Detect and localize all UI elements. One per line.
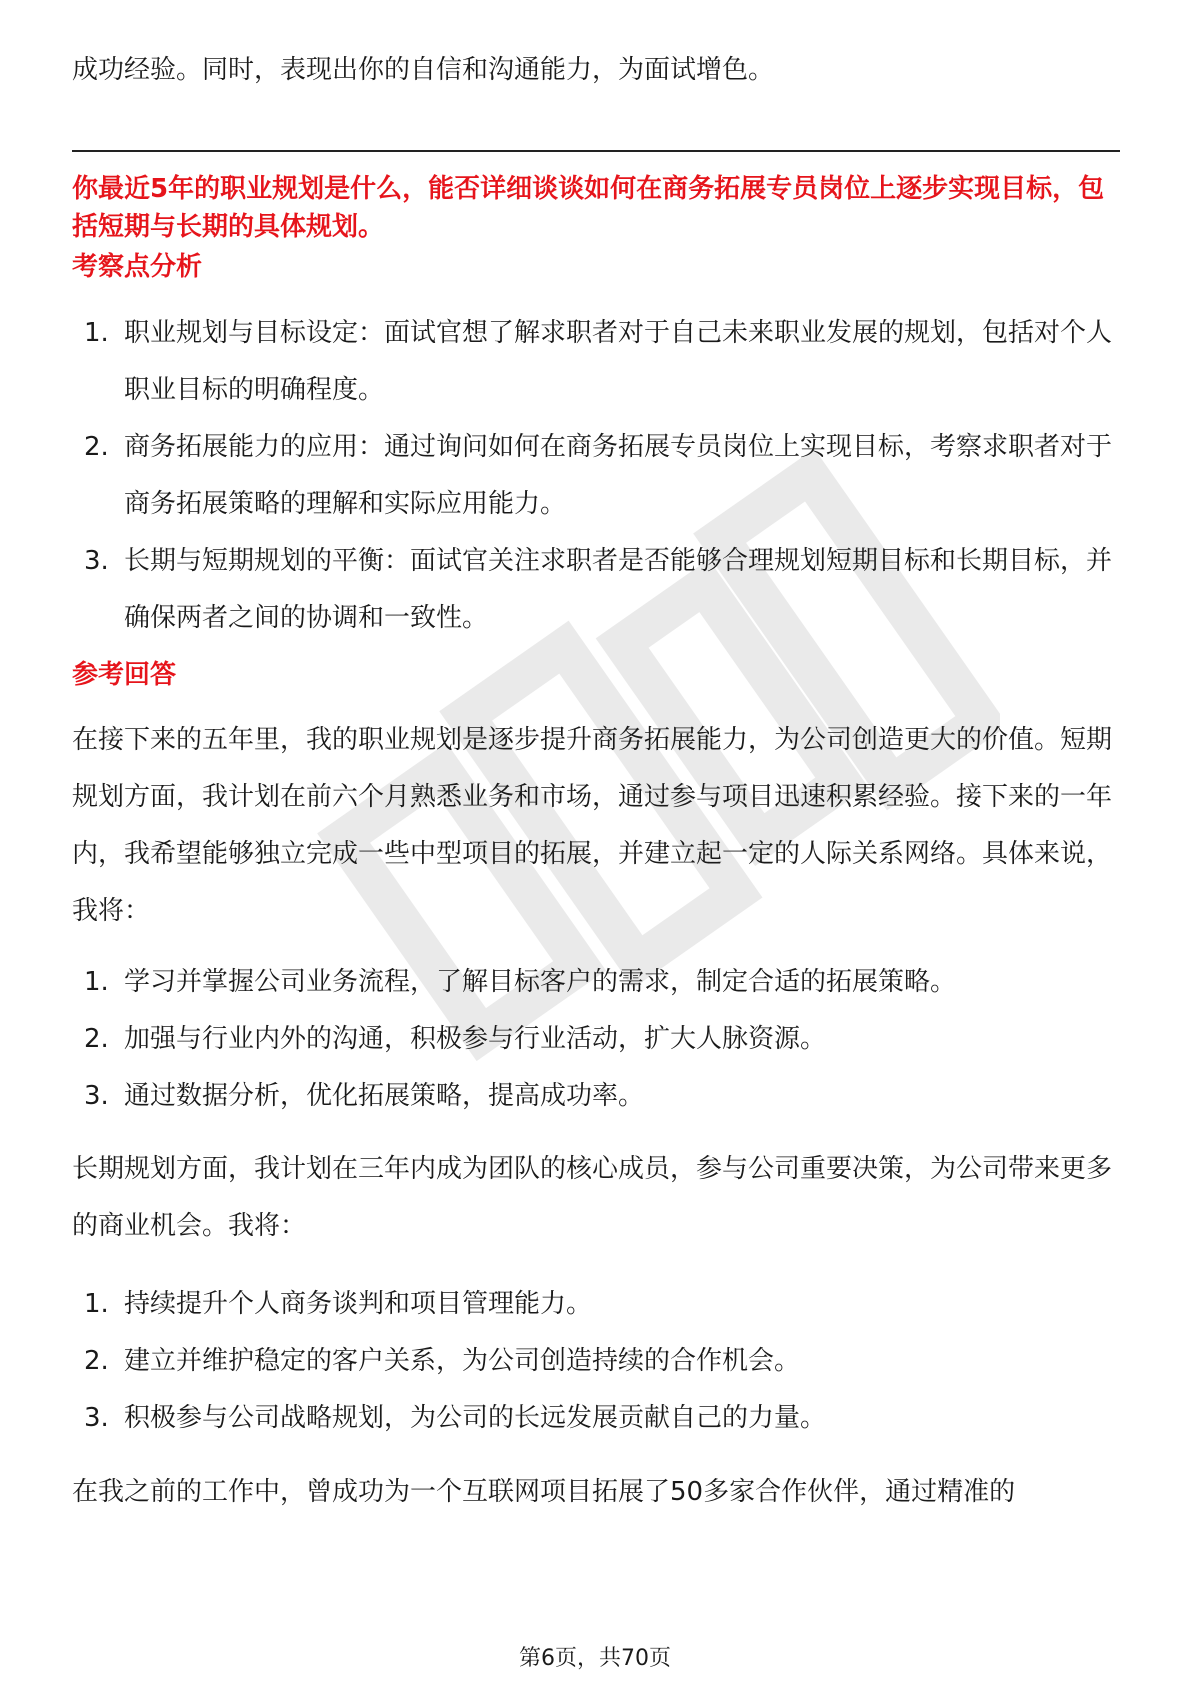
list-item: 1. 学习并掌握公司业务流程，了解目标客户的需求，制定合适的拓展策略。 <box>84 967 957 997</box>
list-item: 1. 职业规划与目标设定：面试官想了解求职者对于自己未来职业发展的规划，包括对个人职业目标的明确程度。 <box>84 318 1113 405</box>
analysis-list <box>72 305 1120 647</box>
list-item: 3. 通过数据分析，优化拓展策略，提高成功率。 <box>84 1081 645 1111</box>
long-term-list <box>72 1276 1120 1447</box>
page-number: 第6页，共70页 <box>519 1646 671 1671</box>
continued-paragraph: 成功经验。同时，表现出你的自信和沟通能力，为面试增色。 <box>72 55 775 85</box>
list-item: 2. 加强与行业内外的沟通，积极参与行业活动，扩大人脉资源。 <box>84 1024 827 1054</box>
long-term-paragraph: 长期规划方面，我计划在三年内成为团队的核心成员，参与公司重要决策，为公司带来更多的商业机会。我将： <box>72 1154 1113 1241</box>
closing-paragraph: 在我之前的工作中，曾成功为一个互联网项目拓展了50多家合作伙伴，通过精准的 <box>72 1477 1016 1507</box>
answer-title: 参考回答 <box>72 660 177 690</box>
analysis-title: 考察点分析 <box>72 252 203 282</box>
short-term-list <box>72 954 1120 1125</box>
list-item: 1. 持续提升个人商务谈判和项目管理能力。 <box>84 1289 593 1319</box>
section-divider <box>72 150 1120 152</box>
list-item: 3. 积极参与公司战略规划，为公司的长远发展贡献自己的力量。 <box>84 1403 827 1433</box>
list-item: 2. 商务拓展能力的应用：通过询问如何在商务拓展专员岗位上实现目标，考察求职者对于商务拓展策略的理解和实际应用能力。 <box>84 432 1113 519</box>
list-item: 3. 长期与短期规划的平衡：面试官关注求职者是否能够合理规划短期目标和长期目标，并确保两者之间的协调和一致性。 <box>84 546 1113 633</box>
question-heading: 你最近5年的职业规划是什么，能否详细谈谈如何在商务拓展专员岗位上逐步实现目标，包括短期与长期的具体规划。 <box>72 174 1105 242</box>
list-item: 2. 建立并维护稳定的客户关系，为公司创造持续的合作机会。 <box>84 1346 801 1376</box>
answer-intro-paragraph: 在接下来的五年里，我的职业规划是逐步提升商务拓展能力，为公司创造更大的价值。短期规划方面，我计划在前六个月熟悉业务和市场，通过参与项目迅速积累经验。接下来的一年内，我希望能够独立完成一些中型项目的拓展，并建立起一定的人际关系网络。具体来说，我将： <box>72 725 1113 926</box>
